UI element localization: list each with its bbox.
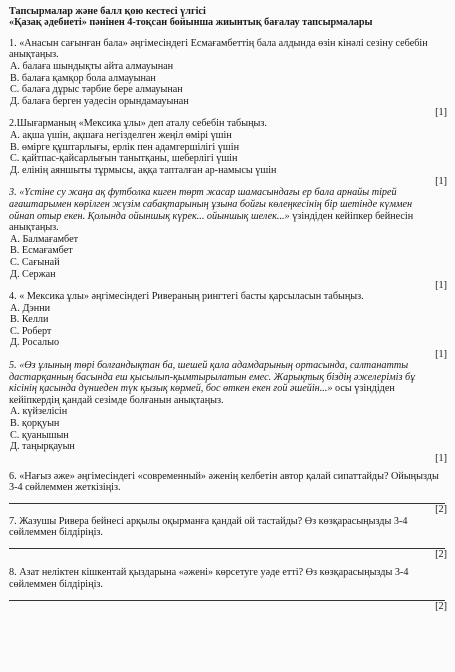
option-b: В. Келли xyxy=(10,314,49,326)
question-text: 7. Жазушы Ривера бейнесі арқылы оқырманға қандай ой тастайды? Өз көзқарасыңызды 3-4 сөйлеммен білдіріңіз. xyxy=(9,515,408,539)
option-c: С. қуанышын xyxy=(10,429,69,441)
question-2 xyxy=(9,118,447,188)
question-prompt: осы үзіндіден кейіпкердің қандай сезімде болғанын анықтаңыз. xyxy=(9,383,395,406)
score-mark: [1] xyxy=(435,107,447,119)
worksheet-header xyxy=(9,6,439,29)
option-d: Д. Сержан xyxy=(10,268,56,280)
question-text: 2.Шығарманың «Мексика ұлы» деп аталу себебін табыңыз. xyxy=(9,118,267,130)
question-4 xyxy=(9,291,447,361)
option-d: Д. таңырқауын xyxy=(10,441,75,453)
option-c: С. қайтпас-қайсарлығын танытқаны, шеберлігі үшін xyxy=(10,153,238,165)
quote-excerpt: 5. «Өз ұлының төрі болғандықтан ба, шешей қала адамдарының ортасында, салтанатты дастарқанның басында еш қысылып-қымтырылатын емес. Жарықтық біздің әжелеріміз бұ кісінің қасында дүниеден түк қызық көрмей, бос өткен екен ғой әшейін...» xyxy=(9,360,416,395)
option-d: Д. балаға берген уәдесін орындамауынан xyxy=(10,95,189,107)
question-text xyxy=(9,360,439,406)
question-text xyxy=(9,187,439,233)
question-3 xyxy=(9,187,447,292)
option-b: В. қорқуын xyxy=(10,418,60,430)
question-5 xyxy=(9,360,447,464)
spacer xyxy=(9,560,439,567)
question-1 xyxy=(9,37,447,119)
question-6 xyxy=(9,470,447,516)
option-a: А. күйзелісін xyxy=(10,406,68,418)
option-a: А. ақша үшін, ақшаға негізделген жеңіл өмірі үшін xyxy=(10,129,232,141)
option-c: С. Сағынай xyxy=(10,256,60,268)
option-c: С. Роберт xyxy=(10,325,52,337)
score-mark: [2] xyxy=(435,548,447,560)
question-7 xyxy=(9,515,447,561)
option-a: А. балаға шындықты айта алмауынан xyxy=(10,61,174,72)
question-8 xyxy=(9,567,447,612)
spacer xyxy=(9,464,439,471)
score-mark: [1] xyxy=(435,280,447,292)
score-mark: [1] xyxy=(435,176,447,188)
score-mark: [2] xyxy=(435,600,447,612)
question-text: 8. Азат неліктен кішкентай қыздарына «әжені» көрсетуге уәде етті? Өз көзқарасыңызды 3-4 сөйлеммен білдіріңіз. xyxy=(9,567,409,590)
option-b: В. өмірге құштарлығы, ерлік пен адамгершілігі үшін xyxy=(10,141,240,153)
quote-excerpt: 3. «Үстіне су жаңа ақ футболка киген төрт жасар шамасындағы ер бала арнайы тірей ағаштарымен көрілген жүзім сабақтарының ұзына бойғы көлеңкесінің бір шетінде күммен ойнап отыр екен. Қолында ойыншық күрек... ойыншық шелек...» xyxy=(9,187,413,222)
option-d: Д. елінің аяншыты тұрмысы, аққа тапталған ар-намысы үшін xyxy=(10,164,277,176)
question-text: 4. « Мексика ұлы» әңгімесіндегі Ривераның рингтегі басты қарсыласын табыңыз. xyxy=(9,291,364,303)
option-c: С. балаға дұрыс тәрбие бере алмауынан xyxy=(10,84,183,96)
option-d: Д. Росалыо xyxy=(10,337,60,349)
question-text: 6. «Нағыз әже» әңгімесіндегі «современный» әженің келбетін автор қалай сипаттайды? Ойыңызды 3-4 сөйлеммен жеткізіңіз. xyxy=(9,470,439,494)
header-title: Тапсырмалар және балл қою кестесі үлгісі xyxy=(9,6,206,17)
option-b: В. Есмағамбет xyxy=(10,245,73,257)
header-subtitle: «Қазақ әдебиеті» пәнінен 4-тоқсан бойынша жиынтық бағалау тапсырмалары xyxy=(9,17,373,29)
score-mark: [2] xyxy=(435,504,447,515)
score-mark: [1] xyxy=(435,349,447,361)
option-a: А. Балмағамбет xyxy=(10,233,79,245)
option-a: А. Дэнни xyxy=(10,302,51,314)
question-text: 1. «Анасын сағынған бала» әңгімесіндегі Есмағамбеттің бала алдында өзін кінәлі сезіну себебін анықтаңыз. xyxy=(9,37,428,61)
option-b: В. балаға қамқор бола алмауынан xyxy=(10,72,156,84)
score-mark: [1] xyxy=(435,452,447,464)
question-prompt: үзіндіден кейіпкер бейнесін анықтаңыз. xyxy=(9,210,414,234)
